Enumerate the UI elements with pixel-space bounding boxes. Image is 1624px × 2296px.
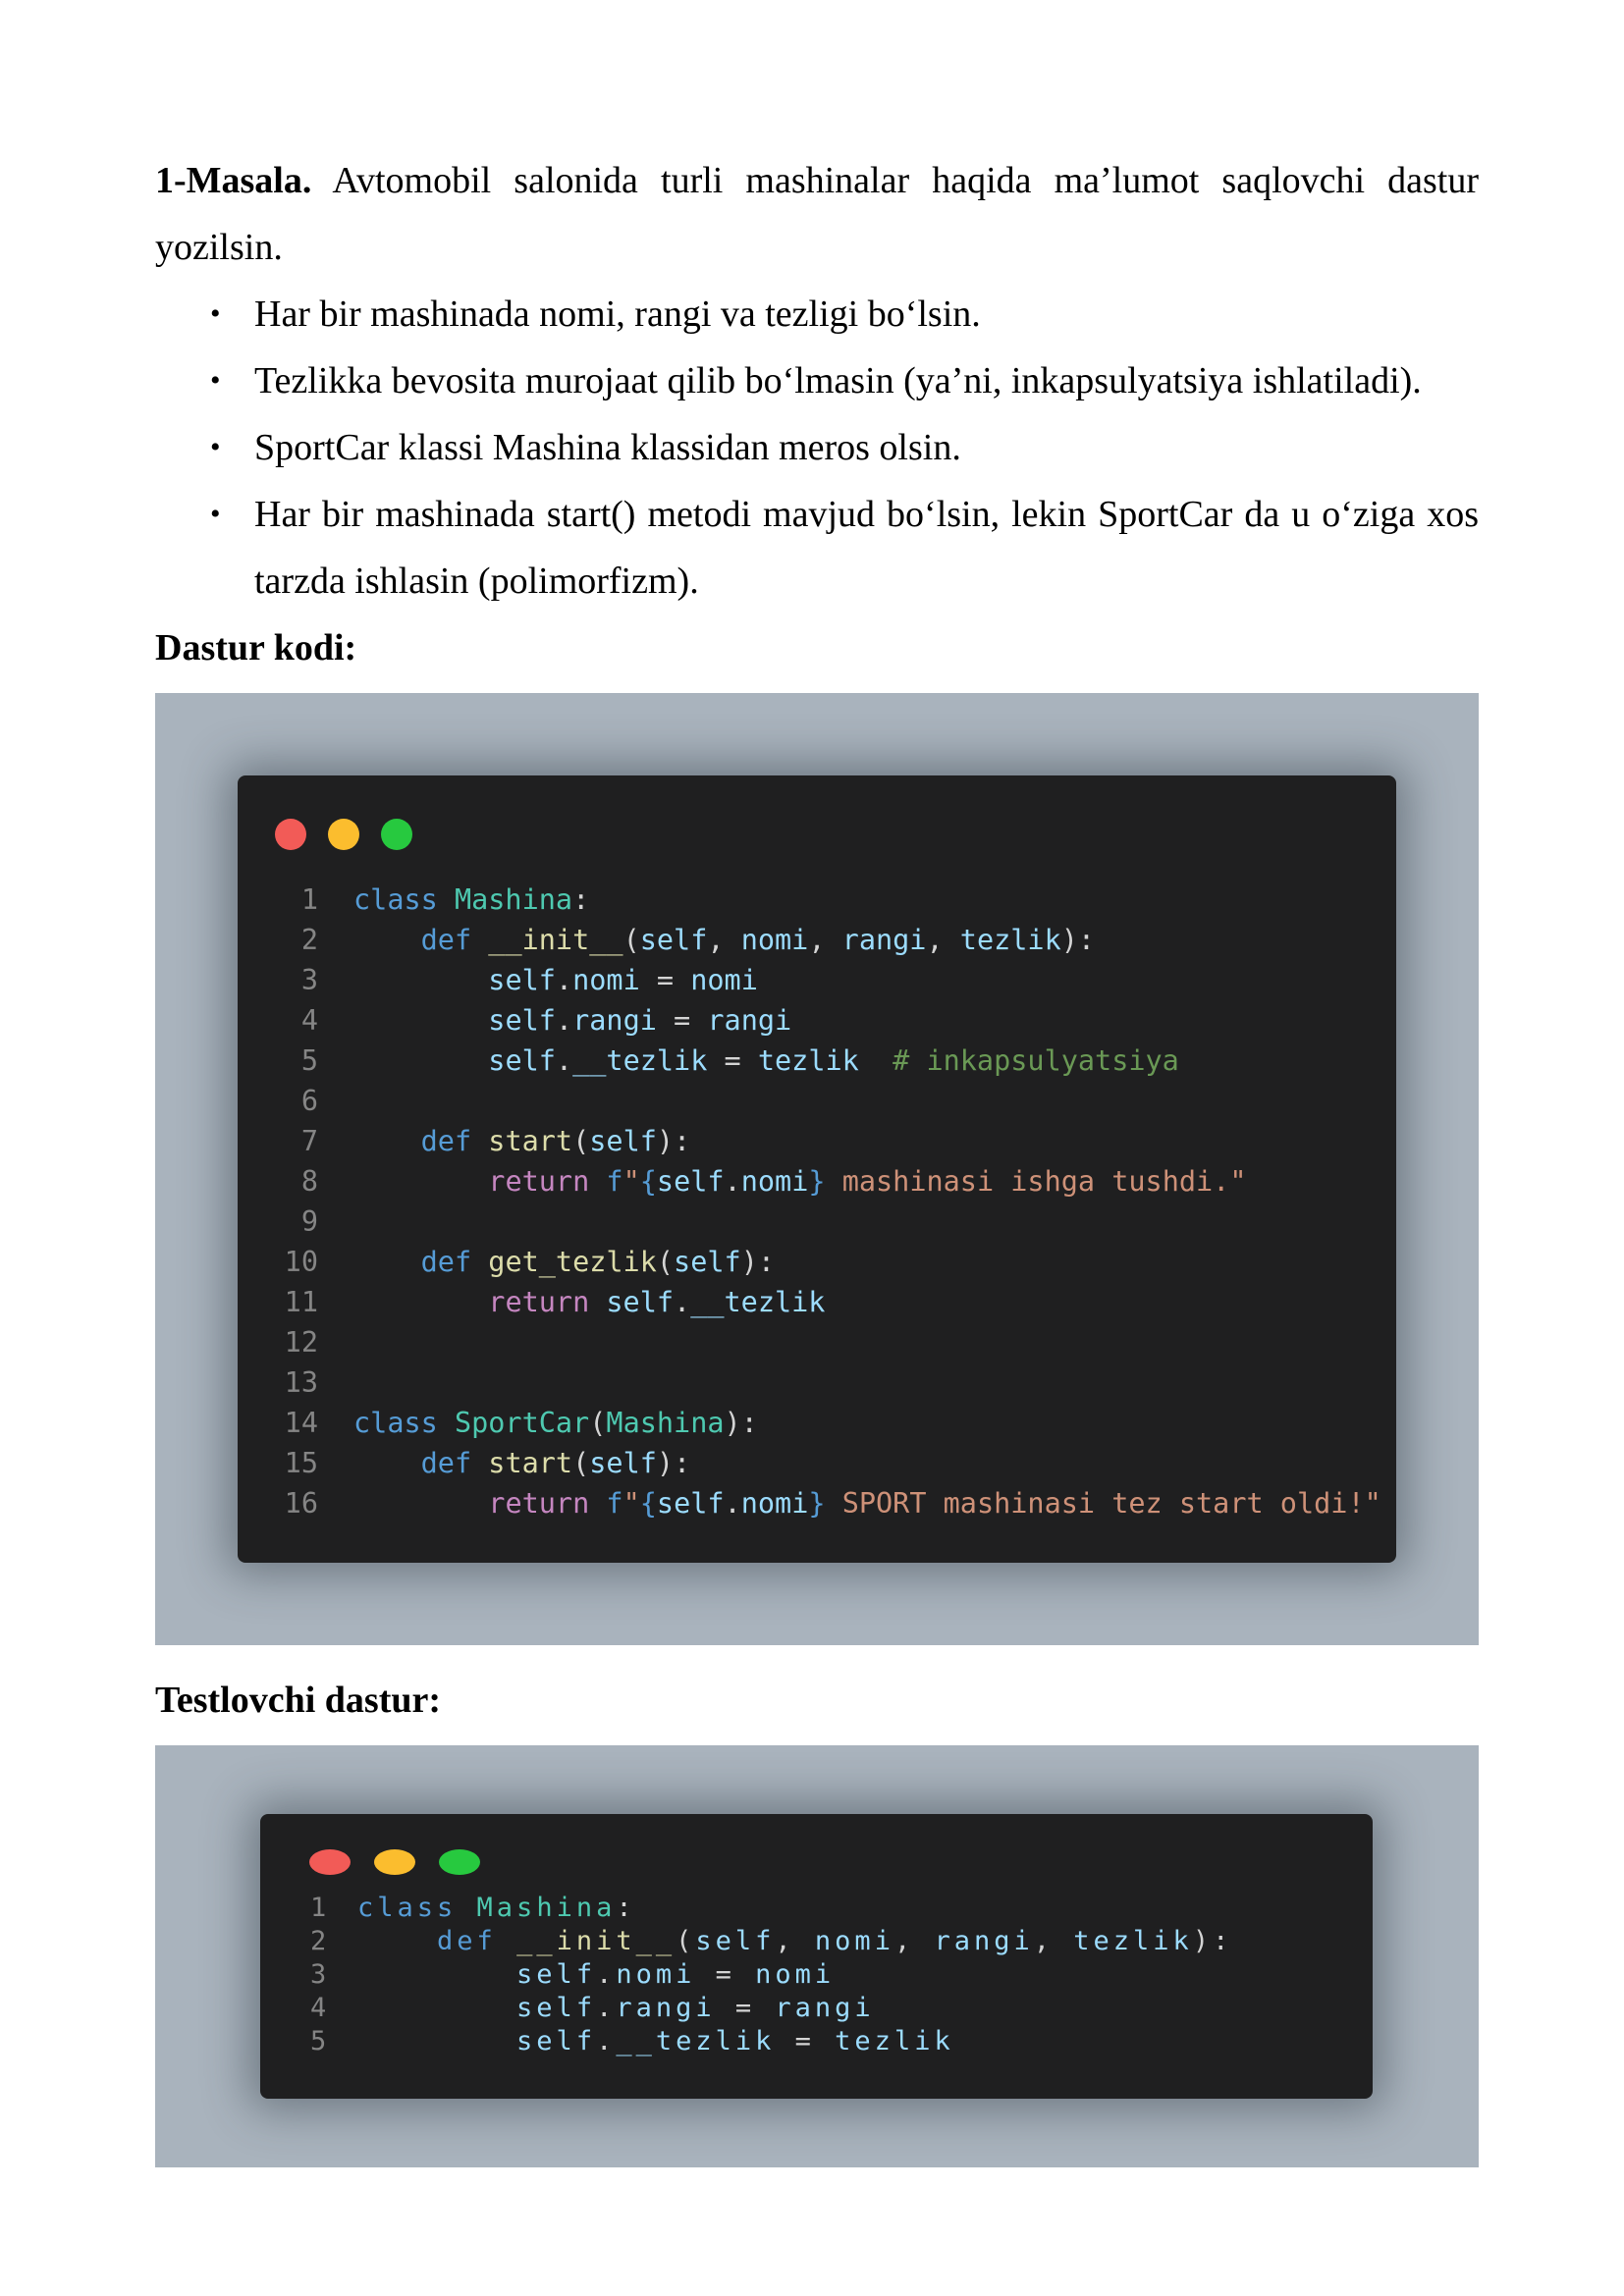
code-token: . bbox=[555, 1044, 573, 1077]
code-token: . bbox=[596, 1959, 617, 1990]
task-statement bbox=[155, 147, 1479, 281]
code-line bbox=[283, 1362, 1381, 1403]
code-token: { bbox=[639, 1165, 657, 1198]
code-token: tezlik bbox=[835, 2026, 954, 2056]
code-token: def bbox=[420, 924, 489, 956]
code-token: rangi bbox=[841, 924, 927, 956]
code-token: self bbox=[656, 1487, 725, 1520]
code-screenshot-frame bbox=[155, 693, 1479, 1645]
code-token: self bbox=[606, 1286, 675, 1318]
code-token: nomi bbox=[740, 1165, 809, 1198]
code-token: self bbox=[589, 1447, 657, 1479]
line-number: 1 bbox=[310, 1893, 331, 1923]
code-token bbox=[859, 1044, 893, 1077]
code-token: . bbox=[724, 1487, 741, 1520]
line-number: 4 bbox=[300, 1004, 318, 1037]
code-token: Mashina bbox=[454, 883, 573, 916]
code-token: nomi bbox=[572, 964, 640, 996]
maximize-dot-icon bbox=[381, 819, 412, 850]
code-token: self bbox=[656, 1165, 725, 1198]
code-token bbox=[353, 1165, 488, 1198]
list-item-text: SportCar klassi Mashina klassidan meros olsin. bbox=[254, 427, 961, 468]
code-token bbox=[353, 1286, 488, 1318]
test-heading: Testlovchi dastur: bbox=[155, 1680, 442, 1721]
code-token: # inkapsulyatsiya bbox=[893, 1044, 1179, 1077]
code-token: self bbox=[695, 1926, 776, 1956]
code-token: ): bbox=[1192, 1926, 1233, 1956]
code-line bbox=[283, 1242, 1381, 1282]
window-controls bbox=[275, 819, 412, 850]
code-token: " bbox=[623, 1165, 640, 1198]
code-token bbox=[353, 924, 421, 956]
bullet-icon: • bbox=[210, 498, 221, 530]
list-item bbox=[155, 347, 1479, 414]
code-token: ): bbox=[656, 1447, 691, 1479]
code-token: . bbox=[555, 964, 573, 996]
code-token: nomi bbox=[740, 924, 809, 956]
bullet-icon: • bbox=[210, 364, 221, 397]
code-token: ): bbox=[1060, 924, 1096, 956]
code-token bbox=[353, 1487, 488, 1520]
code-token: , bbox=[1033, 1926, 1074, 1956]
code-token bbox=[357, 1926, 437, 1956]
bullet-icon: • bbox=[210, 297, 221, 330]
code-token: nomi bbox=[740, 1487, 809, 1520]
code-token: self bbox=[516, 1959, 597, 1990]
line-number: 7 bbox=[300, 1125, 318, 1157]
task-label: 1-Masala. bbox=[155, 160, 312, 201]
code-token bbox=[353, 1125, 421, 1157]
code-line bbox=[310, 1992, 1232, 2025]
line-number: 11 bbox=[284, 1286, 318, 1318]
code-token: ( bbox=[676, 1926, 696, 1956]
code-token: . bbox=[674, 1286, 691, 1318]
line-number: 12 bbox=[284, 1326, 318, 1359]
code-token: ( bbox=[589, 1407, 607, 1439]
code-window bbox=[238, 775, 1396, 1563]
code-token: } bbox=[808, 1487, 826, 1520]
test-screenshot-frame bbox=[155, 1745, 1479, 2167]
line-number: 10 bbox=[284, 1246, 318, 1278]
code-line bbox=[310, 1892, 1232, 1925]
code-token: , bbox=[775, 1926, 815, 1956]
code-token: __tezlik bbox=[572, 1044, 708, 1077]
code-line bbox=[283, 880, 1381, 920]
code-token: , bbox=[808, 924, 842, 956]
code-token: rangi bbox=[775, 1993, 875, 2023]
code-token: def bbox=[437, 1926, 517, 1956]
line-number: 2 bbox=[300, 924, 318, 956]
code-token: start bbox=[488, 1447, 573, 1479]
list-item bbox=[155, 414, 1479, 481]
code-token: tezlik bbox=[1073, 1926, 1193, 1956]
code-token: nomi bbox=[690, 964, 758, 996]
code-line bbox=[283, 1443, 1381, 1483]
code-token: ( bbox=[572, 1447, 590, 1479]
code-line bbox=[283, 1483, 1381, 1523]
window-controls bbox=[309, 1849, 480, 1875]
code-line bbox=[283, 1161, 1381, 1201]
close-dot-icon bbox=[275, 819, 306, 850]
code-token: tezlik bbox=[959, 924, 1061, 956]
code-token: SPORT mashinasi tez start oldi!" bbox=[825, 1487, 1381, 1520]
code-token: ( bbox=[656, 1246, 675, 1278]
code-token bbox=[353, 964, 488, 996]
requirements-list bbox=[155, 281, 1479, 614]
line-number: 1 bbox=[300, 883, 318, 916]
code-token: { bbox=[639, 1487, 657, 1520]
code-token: SportCar bbox=[454, 1407, 590, 1439]
code-token: class bbox=[353, 1407, 455, 1439]
code-token: self bbox=[516, 2026, 597, 2056]
code-token bbox=[353, 1004, 488, 1037]
code-window bbox=[260, 1814, 1373, 2099]
code-token: f bbox=[606, 1165, 623, 1198]
maximize-dot-icon bbox=[439, 1849, 480, 1875]
code-token: tezlik bbox=[757, 1044, 859, 1077]
code-token: rangi bbox=[572, 1004, 657, 1037]
code-token: f bbox=[606, 1487, 623, 1520]
line-number: 4 bbox=[310, 1993, 331, 2023]
list-item bbox=[155, 281, 1479, 347]
code-token: nomi bbox=[814, 1926, 894, 1956]
code-line bbox=[283, 1000, 1381, 1041]
code-token: __init__ bbox=[488, 924, 623, 956]
code-token: start bbox=[488, 1125, 573, 1157]
code-heading: Dastur kodi: bbox=[155, 627, 357, 668]
list-item bbox=[155, 481, 1479, 614]
code-line bbox=[310, 2025, 1232, 2058]
code-token: Mashina bbox=[476, 1893, 617, 1923]
code-token: ): bbox=[740, 1246, 776, 1278]
code-token bbox=[357, 2026, 516, 2056]
code-token: = bbox=[775, 2026, 836, 2056]
code-token bbox=[353, 1044, 488, 1077]
line-number: 14 bbox=[284, 1407, 318, 1439]
code-token: = bbox=[656, 1004, 708, 1037]
code-block bbox=[310, 1892, 1232, 2058]
code-token: def bbox=[420, 1125, 489, 1157]
code-token: . bbox=[596, 1993, 617, 2023]
code-line bbox=[283, 1121, 1381, 1161]
code-token: self bbox=[516, 1993, 597, 2023]
code-token: , bbox=[707, 924, 741, 956]
task-text: Avtomobil salonida turli mashinalar haqida ma’lumot saqlovchi dastur yozilsin. bbox=[155, 160, 1479, 268]
minimize-dot-icon bbox=[328, 819, 359, 850]
list-item-text: Har bir mashinada nomi, rangi va tezligi bo‘lsin. bbox=[254, 294, 981, 335]
code-token: ): bbox=[724, 1407, 758, 1439]
code-token: self bbox=[488, 964, 556, 996]
line-number: 5 bbox=[300, 1044, 318, 1077]
code-token: return bbox=[488, 1165, 607, 1198]
code-token: } bbox=[808, 1165, 826, 1198]
code-token bbox=[357, 1993, 516, 2023]
code-token: : bbox=[616, 1893, 636, 1923]
code-token: def bbox=[420, 1447, 489, 1479]
code-token: Mashina bbox=[606, 1407, 725, 1439]
code-token: " bbox=[623, 1487, 640, 1520]
line-number: 8 bbox=[300, 1165, 318, 1198]
code-token bbox=[357, 1959, 516, 1990]
code-line bbox=[283, 1201, 1381, 1242]
minimize-dot-icon bbox=[374, 1849, 415, 1875]
code-token: get_tezlik bbox=[488, 1246, 657, 1278]
code-token: self bbox=[589, 1125, 657, 1157]
line-number: 13 bbox=[284, 1366, 318, 1399]
code-line bbox=[310, 1958, 1232, 1992]
code-token: return bbox=[488, 1286, 607, 1318]
line-number: 2 bbox=[310, 1926, 331, 1956]
line-number: 9 bbox=[300, 1205, 318, 1238]
code-token: . bbox=[724, 1165, 741, 1198]
bullet-icon: • bbox=[210, 431, 221, 463]
line-number: 16 bbox=[284, 1487, 318, 1520]
code-token: , bbox=[893, 1926, 935, 1956]
code-token: __init__ bbox=[516, 1926, 677, 1956]
code-line bbox=[283, 1081, 1381, 1121]
code-token bbox=[353, 1246, 421, 1278]
code-token: __tezlik bbox=[616, 2026, 776, 2056]
code-line bbox=[283, 1282, 1381, 1322]
code-token: return bbox=[488, 1487, 607, 1520]
code-token: . bbox=[596, 2026, 617, 2056]
code-token: = bbox=[707, 1044, 758, 1077]
line-number: 3 bbox=[300, 964, 318, 996]
code-token: self bbox=[488, 1044, 556, 1077]
code-token: , bbox=[926, 924, 960, 956]
line-number: 15 bbox=[284, 1447, 318, 1479]
code-token: ( bbox=[623, 924, 640, 956]
code-token: def bbox=[420, 1246, 489, 1278]
close-dot-icon bbox=[309, 1849, 351, 1875]
code-line bbox=[283, 1322, 1381, 1362]
code-line bbox=[283, 960, 1381, 1000]
code-token: rangi bbox=[707, 1004, 792, 1037]
code-token: rangi bbox=[616, 1993, 716, 2023]
code-token: ): bbox=[656, 1125, 691, 1157]
code-token: ( bbox=[572, 1125, 590, 1157]
code-line bbox=[283, 920, 1381, 960]
code-token: class bbox=[357, 1893, 477, 1923]
code-token: __tezlik bbox=[690, 1286, 826, 1318]
list-item-text: Tezlikka bevosita murojaat qilib bo‘lmasin (ya’ni, inkapsulyatsiya ishlatiladi). bbox=[254, 360, 1422, 401]
code-token: = bbox=[715, 1993, 776, 2023]
line-number: 5 bbox=[310, 2026, 331, 2056]
code-token: : bbox=[572, 883, 590, 916]
code-token: nomi bbox=[616, 1959, 696, 1990]
code-token: class bbox=[353, 883, 455, 916]
code-line bbox=[283, 1041, 1381, 1081]
list-item-text: Har bir mashinada start() metodi mavjud bo‘lsin, lekin SportCar da u o‘ziga xos tarzda ishlasin (polimorfizm). bbox=[254, 494, 1479, 602]
code-token: . bbox=[555, 1004, 573, 1037]
code-token: self bbox=[488, 1004, 556, 1037]
code-token bbox=[353, 1447, 421, 1479]
code-line bbox=[283, 1403, 1381, 1443]
code-token: self bbox=[674, 1246, 741, 1278]
code-token: rangi bbox=[934, 1926, 1034, 1956]
code-line bbox=[310, 1925, 1232, 1958]
document-page bbox=[155, 147, 1479, 2167]
line-number: 3 bbox=[310, 1959, 331, 1990]
code-token: = bbox=[695, 1959, 756, 1990]
line-number: 6 bbox=[300, 1085, 318, 1117]
code-token: nomi bbox=[755, 1959, 836, 1990]
code-block bbox=[283, 880, 1381, 1523]
code-token: = bbox=[639, 964, 691, 996]
code-token: self bbox=[639, 924, 708, 956]
code-token: mashinasi ishga tushdi." bbox=[825, 1165, 1247, 1198]
